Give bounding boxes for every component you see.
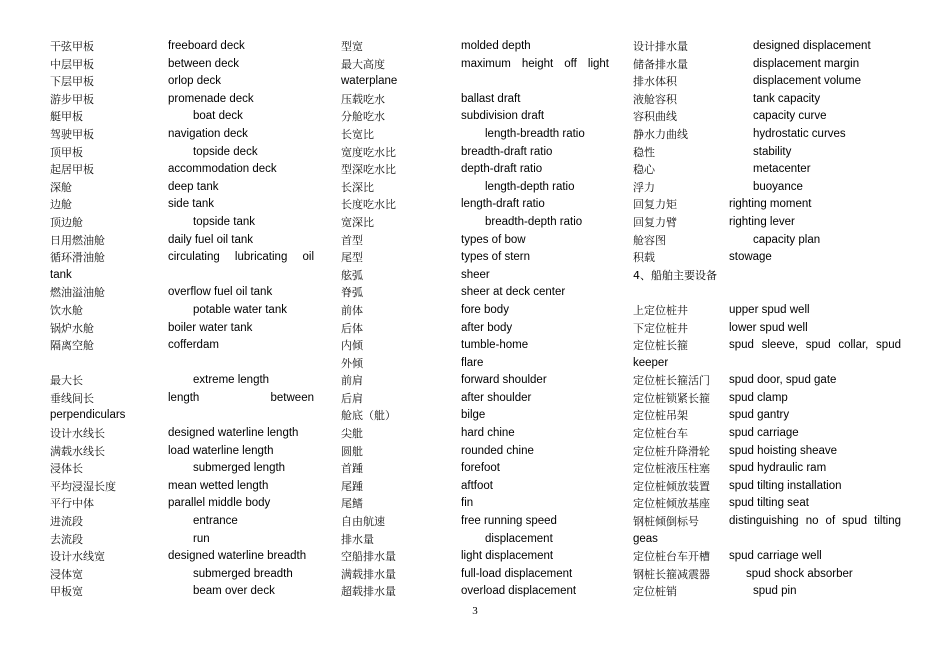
chinese-term: 定位桩台车开槽 (633, 550, 710, 564)
glossary-row (341, 583, 611, 601)
english-term: spud hoisting sheave (729, 444, 838, 457)
chinese-term: 满载排水量 (341, 567, 396, 581)
glossary-row (633, 372, 905, 390)
english-term: breadth-draft ratio (461, 145, 553, 158)
chinese-term: 宽度吃水比 (341, 145, 396, 159)
glossary-row (341, 407, 611, 425)
chinese-term: 饮水舱 (50, 303, 83, 317)
glossary-row (341, 320, 611, 338)
glossary-column-1 (50, 38, 325, 601)
chinese-term: 上定位桩井 (633, 303, 688, 317)
glossary-row (633, 214, 905, 232)
chinese-term: 尾踵 (341, 479, 363, 493)
glossary-row (633, 126, 905, 144)
chinese-term: 循环滑油舱 (50, 251, 105, 265)
english-term: promenade deck (168, 92, 254, 105)
glossary-row (341, 531, 611, 549)
chinese-term: 锅炉水舱 (50, 321, 94, 335)
english-term: buoyance (753, 180, 803, 193)
glossary-column-2 (341, 38, 611, 601)
english-term: boiler water tank (168, 321, 253, 334)
glossary-row (50, 108, 325, 126)
chinese-term: 定位桩长箍 (633, 339, 688, 353)
chinese-term: 燃油溢油舱 (50, 286, 105, 300)
chinese-term: 稳心 (633, 163, 655, 177)
english-term: spud hydraulic ram (729, 462, 827, 475)
glossary-row (50, 531, 325, 549)
english-term: stowage (729, 251, 772, 264)
english-term: upper spud well (729, 303, 810, 316)
english-term: sheer (461, 268, 490, 281)
chinese-term: 设计水线宽 (50, 550, 105, 564)
english-term: load waterline length (168, 444, 274, 457)
glossary-row (50, 583, 325, 601)
glossary-row (50, 214, 325, 232)
chinese-term: 顶甲板 (50, 145, 83, 159)
chinese-term: 深舱 (50, 180, 72, 194)
english-term: accommodation deck (168, 163, 277, 176)
english-term: spud tilting installation (729, 479, 842, 492)
glossary-row (50, 161, 325, 179)
glossary-row (633, 232, 905, 250)
glossary-row (633, 196, 905, 214)
english-term: topside deck (193, 145, 258, 158)
glossary-row (50, 232, 325, 250)
glossary-row (633, 531, 905, 549)
english-term: depth-draft ratio (461, 163, 543, 176)
english-term: hard chine (461, 427, 515, 440)
english-term: spud tilting seat (729, 497, 809, 510)
chinese-term: 钢桩倾倒标号 (633, 515, 699, 529)
glossary-row (633, 390, 905, 408)
glossary-row (633, 284, 905, 302)
english-term: lower spud well (729, 321, 808, 334)
chinese-term: 设计水线长 (50, 427, 105, 441)
chinese-term: 尖舭 (341, 427, 363, 441)
glossary-row (633, 302, 905, 320)
glossary-row (50, 566, 325, 584)
chinese-term: 长度吃水比 (341, 198, 396, 212)
english-term: topside tank (193, 215, 256, 228)
english-term: displacement (485, 532, 553, 545)
english-term: side tank (168, 198, 215, 211)
english-term: length-breadth ratio (485, 127, 585, 140)
english-term: stability (753, 145, 792, 158)
chinese-term: 平均浸湿长度 (50, 479, 116, 493)
chinese-term: 圆舭 (341, 444, 363, 458)
section-heading: 4、船舶主要设备 (633, 268, 717, 282)
english-term: light displacement (461, 550, 554, 563)
glossary-row (633, 425, 905, 443)
english-term: spud sleeve, spud collar, spud (729, 339, 901, 352)
glossary-row (50, 144, 325, 162)
chinese-term: 定位桩长箍活门 (633, 374, 710, 388)
chinese-term: 边舱 (50, 198, 72, 212)
glossary-row (50, 478, 325, 496)
glossary-row (50, 460, 325, 478)
glossary-row (50, 91, 325, 109)
english-term: freeboard deck (168, 40, 245, 52)
english-term: cofferdam (168, 339, 219, 352)
english-term: deep tank (168, 180, 219, 193)
english-term: overflow fuel oil tank (168, 286, 273, 299)
chinese-term: 定位桩台车 (633, 427, 688, 441)
english-term: circulating lubricating oil (168, 251, 314, 264)
english-term: breadth-depth ratio (485, 215, 583, 228)
english-term: length between (168, 391, 314, 404)
glossary-row (50, 513, 325, 531)
chinese-term: 干弦甲板 (50, 40, 94, 53)
chinese-term: 隔离空舱 (50, 339, 94, 353)
glossary-row (341, 460, 611, 478)
english-term-continuation: tank (50, 268, 72, 281)
glossary-row (50, 196, 325, 214)
glossary-row (50, 320, 325, 338)
english-term: spud gantry (729, 409, 790, 422)
chinese-term: 脊弧 (341, 286, 363, 300)
glossary-row (50, 126, 325, 144)
chinese-term: 舷弧 (341, 268, 363, 282)
chinese-term: 内倾 (341, 339, 363, 353)
chinese-term: 液舱容积 (633, 92, 677, 106)
english-term: length-depth ratio (485, 180, 575, 193)
english-term-continuation: perpendiculars (50, 409, 126, 422)
glossary-row (50, 425, 325, 443)
english-term: rounded chine (461, 444, 534, 457)
glossary-row (50, 495, 325, 513)
english-term: free running speed (461, 515, 557, 528)
english-term: forefoot (461, 462, 500, 475)
chinese-term: 顶边舱 (50, 215, 83, 229)
english-term: submerged breadth (193, 567, 293, 580)
glossary-row (341, 108, 611, 126)
english-term: metacenter (753, 163, 811, 176)
chinese-term: 型宽 (341, 40, 363, 53)
english-term: spud door, spud gate (729, 374, 837, 387)
chinese-term: 平行中体 (50, 497, 94, 511)
english-term: overload displacement (461, 585, 577, 598)
english-term: molded depth (461, 40, 531, 52)
chinese-term: 前肩 (341, 374, 363, 388)
glossary-row (633, 267, 905, 285)
english-term: spud carriage well (729, 550, 822, 563)
english-term: spud pin (753, 585, 797, 598)
glossary-row (341, 214, 611, 232)
glossary-row (633, 355, 905, 373)
glossary-row (341, 91, 611, 109)
chinese-term: 回复力臂 (633, 215, 677, 229)
english-term-continuation: geas (633, 532, 658, 545)
glossary-row (341, 267, 611, 285)
chinese-term: 回复力矩 (633, 198, 677, 212)
english-term: boat deck (193, 110, 243, 123)
english-term: run (193, 532, 210, 545)
glossary-row (341, 126, 611, 144)
chinese-term: 去流段 (50, 532, 83, 546)
chinese-term: 起居甲板 (50, 163, 94, 177)
chinese-term: 型深吃水比 (341, 163, 396, 177)
glossary-column-3 (633, 38, 905, 601)
english-term: spud shock absorber (746, 567, 853, 580)
chinese-term: 首踵 (341, 462, 363, 476)
glossary-row (633, 513, 905, 531)
english-term: righting moment (729, 198, 812, 211)
chinese-term: 甲板宽 (50, 585, 83, 599)
glossary-row (50, 548, 325, 566)
english-term: displacement volume (753, 75, 862, 88)
english-term: righting lever (729, 215, 795, 228)
glossary-row (633, 38, 905, 56)
glossary-row (633, 73, 905, 91)
glossary-row (341, 302, 611, 320)
chinese-term: 后肩 (341, 391, 363, 405)
chinese-term: 定位桩锁紧长箍 (633, 391, 710, 405)
glossary-row (633, 320, 905, 338)
chinese-term: 排水量 (341, 532, 374, 546)
english-term: parallel middle body (168, 497, 271, 510)
glossary-row (341, 390, 611, 408)
english-term: types of bow (461, 233, 526, 246)
glossary-row (50, 372, 325, 390)
chinese-term: 超载排水量 (341, 585, 396, 599)
chinese-term: 定位桩吊架 (633, 409, 688, 423)
glossary-row (341, 478, 611, 496)
glossary-row (633, 249, 905, 267)
glossary-row (633, 56, 905, 74)
english-term: full-load displacement (461, 567, 573, 580)
chinese-term: 自由航速 (341, 515, 385, 529)
glossary-row (50, 443, 325, 461)
glossary-row (50, 179, 325, 197)
glossary-row (633, 144, 905, 162)
english-term: bilge (461, 409, 486, 422)
glossary-row (633, 478, 905, 496)
english-term: extreme length (193, 374, 270, 387)
chinese-term: 舱底（舭） (341, 409, 396, 423)
glossary-row (633, 460, 905, 478)
glossary-row (633, 495, 905, 513)
chinese-term: 中层甲板 (50, 57, 94, 71)
glossary-row (633, 179, 905, 197)
glossary-row (341, 196, 611, 214)
glossary-row (341, 232, 611, 250)
english-term: flare (461, 356, 484, 369)
english-term: aftfoot (461, 479, 493, 492)
english-term: types of stern (461, 251, 531, 264)
glossary-row (633, 583, 905, 601)
english-term: maximum height off light (461, 57, 609, 70)
glossary-row (341, 56, 611, 74)
glossary-row (50, 407, 325, 425)
chinese-term: 定位桩液压柱塞 (633, 462, 710, 476)
glossary-row (341, 443, 611, 461)
glossary-row (633, 566, 905, 584)
glossary-row (633, 108, 905, 126)
glossary-row (341, 249, 611, 267)
chinese-term: 稳性 (633, 145, 655, 159)
chinese-term: 最大长 (50, 374, 83, 388)
english-term: length-draft ratio (461, 198, 545, 211)
english-term: between deck (168, 57, 239, 70)
english-term: spud carriage (729, 427, 799, 440)
english-term: ballast draft (461, 92, 521, 105)
chinese-term: 舱容图 (633, 233, 666, 247)
english-term: designed waterline breadth (168, 550, 307, 563)
glossary-row (341, 179, 611, 197)
chinese-term: 积载 (633, 251, 655, 265)
glossary-row (341, 73, 611, 91)
glossary-row (341, 284, 611, 302)
english-term: beam over deck (193, 585, 275, 598)
chinese-term: 设计排水量 (633, 40, 688, 53)
chinese-term: 艇甲板 (50, 110, 83, 124)
glossary-row (341, 355, 611, 373)
english-term: displacement margin (753, 57, 860, 70)
english-term: mean wetted length (168, 479, 269, 492)
english-term: after shoulder (461, 391, 532, 404)
glossary-row (50, 267, 325, 285)
english-term: capacity curve (753, 110, 827, 123)
glossary-row (50, 355, 325, 373)
english-term: designed displacement (753, 40, 871, 52)
chinese-term: 垂线间长 (50, 391, 94, 405)
chinese-term: 长宽比 (341, 127, 374, 141)
chinese-term: 钢桩长箍减震器 (633, 567, 710, 581)
english-term: capacity plan (753, 233, 821, 246)
chinese-term: 下层甲板 (50, 75, 94, 89)
chinese-term: 长深比 (341, 180, 374, 194)
chinese-term: 浸体长 (50, 462, 83, 476)
english-term: submerged length (193, 462, 286, 475)
english-term: subdivision draft (461, 110, 545, 123)
chinese-term: 浸体宽 (50, 567, 83, 581)
english-term: potable water tank (193, 303, 287, 316)
glossary-row (341, 548, 611, 566)
glossary-row (341, 144, 611, 162)
english-term: entrance (193, 515, 238, 528)
glossary-row (50, 302, 325, 320)
glossary-row (341, 161, 611, 179)
glossary-row (633, 91, 905, 109)
english-term: tumble-home (461, 339, 529, 352)
chinese-term: 尾鳍 (341, 497, 363, 511)
glossary-row (633, 407, 905, 425)
glossary-row (50, 249, 325, 267)
glossary-row (341, 425, 611, 443)
page-number: 3 (472, 605, 478, 617)
english-term: distinguishing no of spud tilting (729, 515, 901, 528)
glossary-row (341, 372, 611, 390)
chinese-term: 外倾 (341, 356, 363, 370)
chinese-term: 最大高度 (341, 57, 385, 71)
english-term: daily fuel oil tank (168, 233, 254, 246)
english-term: fore body (461, 303, 509, 316)
chinese-term: 分舱吃水 (341, 110, 385, 124)
chinese-term: 前体 (341, 303, 363, 317)
glossary-row (341, 38, 611, 56)
english-term: after body (461, 321, 513, 334)
glossary-row (341, 566, 611, 584)
glossary-row (633, 443, 905, 461)
english-term: sheer at deck center (461, 286, 566, 299)
chinese-term: 日用燃油舱 (50, 233, 105, 247)
english-term: navigation deck (168, 127, 248, 140)
english-term: designed waterline length (168, 427, 299, 440)
glossary-row (341, 337, 611, 355)
english-term: spud clamp (729, 391, 788, 404)
glossary-row (341, 513, 611, 531)
english-term: hydrostatic curves (753, 127, 846, 140)
glossary-row (50, 337, 325, 355)
glossary-row (50, 284, 325, 302)
chinese-term: 首型 (341, 233, 363, 247)
chinese-term: 空船排水量 (341, 550, 396, 564)
glossary-row (50, 390, 325, 408)
chinese-term: 排水体积 (633, 75, 677, 89)
chinese-term: 尾型 (341, 251, 363, 265)
chinese-term: 浮力 (633, 180, 655, 194)
chinese-term: 静水力曲线 (633, 127, 688, 141)
glossary-row (50, 38, 325, 56)
chinese-term: 进流段 (50, 515, 83, 529)
glossary-row (633, 161, 905, 179)
chinese-term: 压载吃水 (341, 92, 385, 106)
glossary-row (341, 495, 611, 513)
glossary-row (50, 73, 325, 91)
english-term: fin (461, 497, 474, 510)
chinese-term: 满载水线长 (50, 444, 105, 458)
chinese-term: 宽深比 (341, 215, 374, 229)
chinese-term: 游步甲板 (50, 92, 94, 106)
english-term-continuation: keeper (633, 356, 669, 369)
chinese-term: 下定位桩井 (633, 321, 688, 335)
chinese-term: 定位桩倾放基座 (633, 497, 710, 511)
chinese-term: 定位桩销 (633, 585, 677, 599)
chinese-term: 定位桩倾放装置 (633, 479, 710, 493)
chinese-term: 定位桩升降滑轮 (633, 444, 710, 458)
glossary-row (50, 56, 325, 74)
chinese-term: 储备排水量 (633, 57, 688, 71)
chinese-term: 容积曲线 (633, 110, 677, 124)
english-term: orlop deck (168, 75, 222, 88)
chinese-term: 驾驶甲板 (50, 127, 94, 141)
english-term: tank capacity (753, 92, 821, 105)
chinese-term: 后体 (341, 321, 363, 335)
glossary-row (633, 337, 905, 355)
english-term-continuation: waterplane (341, 75, 398, 88)
english-term: forward shoulder (461, 374, 547, 387)
glossary-row (633, 548, 905, 566)
